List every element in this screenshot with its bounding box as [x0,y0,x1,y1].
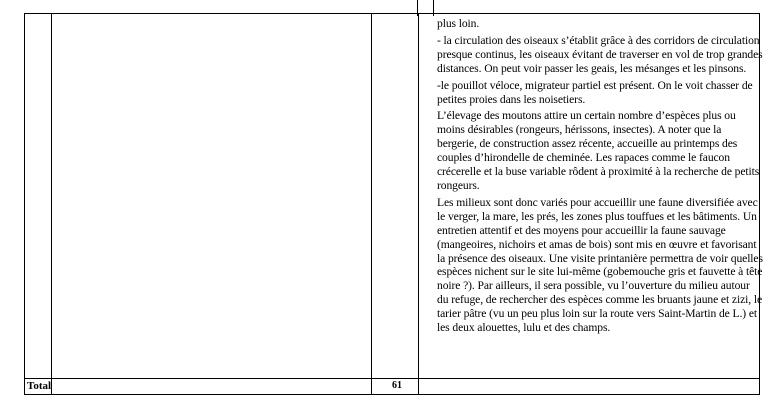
notes-paragraph: -le pouillot véloce, migrateur partiel est présent. On le voit chasser de petites proies dans les noisetiers. [437,78,753,106]
notes-cell [437,17,763,338]
column-divider-2 [371,13,372,395]
notes-paragraph: - la circulation des oiseaux s’établit grâce à des corridors de circulation presque continus, les oiseaux évitant de traverser en vol de trop grandes distances. On peut voir passer les geais, les mésanges et les pinsons. [437,33,763,75]
total-row-top-border [24,378,760,379]
total-value: 61 [392,380,402,391]
notes-paragraph: Les milieux sont donc variés pour accueillir une faune diversifiée avec le verger, la mare, les prés, les zones plus touffues et les bâtiments. Un entretien attentif et des moyens pour accueillir la faune sauvage (mangeoires, nichoirs et amas de bois) sont mis en œuvre et favorisant la présence des oiseaux. Une visite printanière permettra de voir quelles espèces nichent sur le site lui-même (gobemouche gris et fauvette à tête noire ?). Par ailleurs, il sera possible, vu l’ouverture du milieu autour du refuge, de rechercher des espèces comme les bruants jaune et zizi, le tarier pâtre (vu un peu plus loin sur la route vers Saint-Martin de L.) et les deux alouettes, lulu et des champs. [437,195,763,335]
total-label: Total [27,380,52,392]
table-border-left [24,13,25,395]
column-divider-1 [51,13,52,395]
notes-paragraph: L’élevage des moutons attire un certain nombre d’espèces plus ou moins désirables (rongeurs, hérissons, insectes). A noter que la bergerie, de construction assez récente, accueille au printemps des couples d’hirondelle de cheminée. Les rapaces comme le faucon crécerelle et la buse variable rôdent à proximité à la recherche de petits rongeurs. [437,109,760,192]
table-top-border [24,13,760,14]
column-divider-3 [418,13,419,395]
table-bottom-border [24,394,760,395]
notes-paragraph: plus loin. [437,17,480,30]
